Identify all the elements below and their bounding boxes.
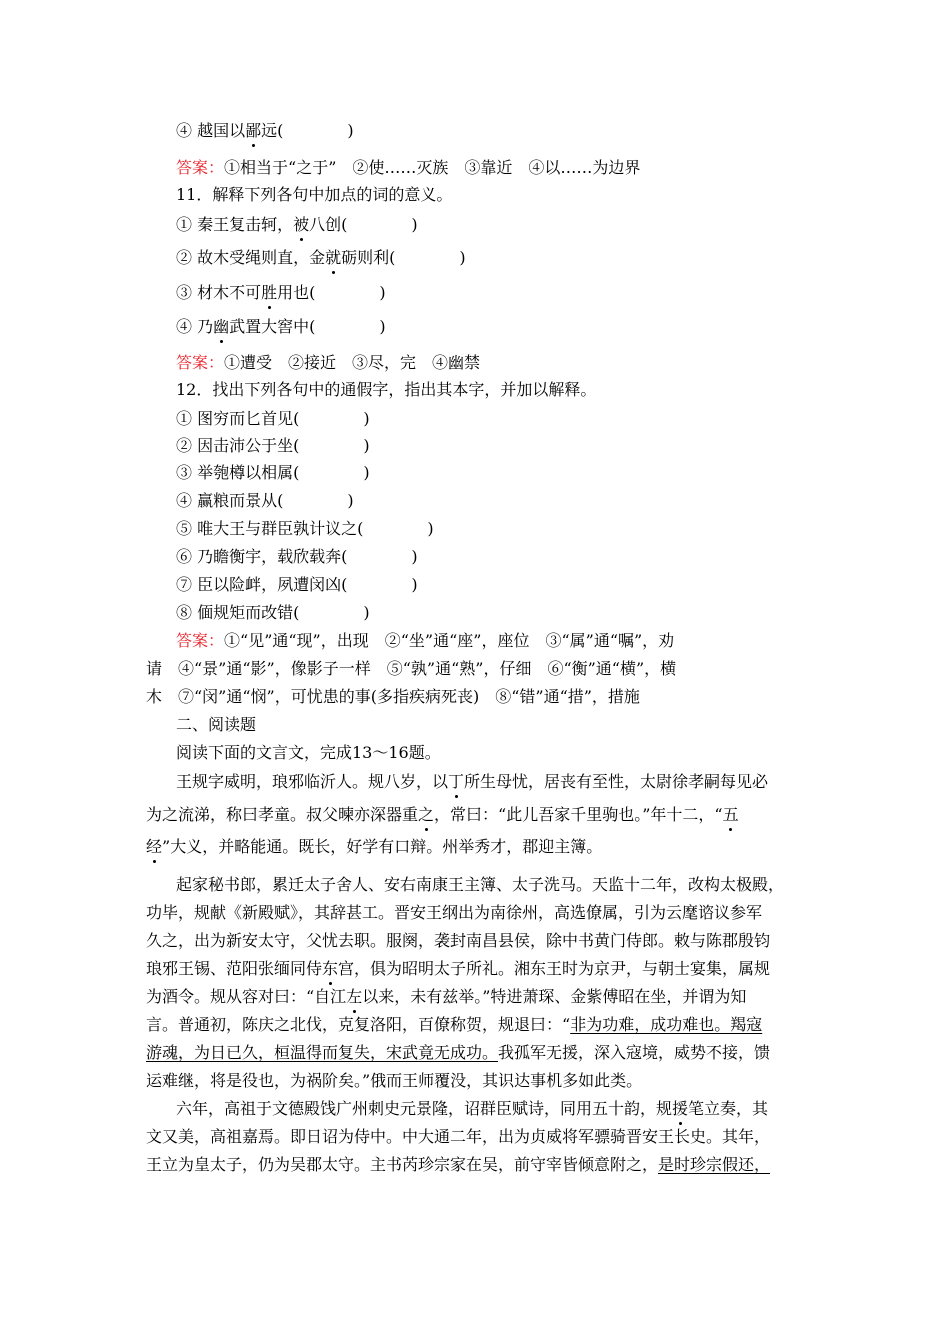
passage-line: 文又美，高祖嘉焉。即日诏为侍中。中大通二年，出为贞威将军骠骑晋安王长史。其年， — [146, 1127, 771, 1146]
dotted-char: 就 — [325, 248, 342, 267]
q12-answer-line-3: 木 ⑦“闵”通“悯”，可忧患的事(多指疾病死丧) ⑧“错”通“措”，措施 — [146, 687, 640, 706]
dotted-char: 五 — [722, 805, 739, 824]
answer-label: 答案： — [176, 158, 225, 177]
answer-label: 答案： — [176, 353, 225, 372]
dotted-char: 援 — [672, 1099, 689, 1118]
underlined-sentence: 是时珍宗假还， — [658, 1155, 771, 1174]
dotted-char: 经 — [146, 837, 163, 856]
q11-item-4: ④ 乃幽武置大窖中( ) — [176, 317, 386, 336]
passage-line: 为酒令。规从容对曰：“自江左以来，未有兹举。”特进萧琛、金紫傅昭在坐，并谓为知 — [146, 987, 747, 1006]
q10-answer: 答案：①相当于“之于” ②使……灭族 ③靠近 ④以……为边界 — [176, 158, 641, 177]
section-heading: 二、阅读题 — [176, 715, 257, 734]
q10-item-4: ④ 越国以鄙远( ) — [176, 121, 354, 140]
passage-line: 经”大义，并略能通。既长，好学有口辩。州举秀才，郡迎主簿。 — [146, 837, 603, 856]
q12-item-5: ⑤ 唯大王与群臣孰计议之( ) — [176, 519, 434, 538]
dotted-char: 被 — [293, 215, 310, 234]
q12-answer-line-1: 答案：①“见”通“现”，出现 ②“坐”通“座”，座位 ③“属”通“嘱”，劝 — [176, 631, 675, 650]
passage-line: 王立为皇太子，仍为吴郡太守。主书芮珍宗家在吴，前守宰皆倾意附之，是时珍宗假还， — [146, 1155, 771, 1174]
passage-line: 言。普通初，陈庆之北伐，克复洛阳，百僚称贺，规退曰：“非为功难，成功难也。羯寇 — [146, 1015, 763, 1034]
dotted-char: 胜 — [261, 283, 278, 302]
passage-line: 琅邪王锡、范阳张缅同侍东宫，俱为昭明太子所礼。湘东王时为京尹，与朝士宴集，属规 — [146, 959, 771, 978]
dotted-char: 幽 — [213, 317, 230, 336]
passage-line: 起家秘书郎，累迁太子舍人、安右南康王主簿、太子洗马。天监十二年，改构太极殿， — [176, 875, 785, 894]
q11-item-1: ① 秦王复击轲，被八创( ) — [176, 215, 418, 234]
passage-line: 功毕，规献《新殿赋》，其辞甚工。晋安王纲出为南徐州，高选僚属，引为云麾谘议参军 — [146, 903, 763, 922]
q12-title: 12．找出下列各句中的通假字，指出其本字，并加以解释。 — [176, 380, 597, 399]
q12-item-8: ⑧ 偭规矩而改错( ) — [176, 603, 370, 622]
passage-line: 六年，高祖于文德殿饯广州刺史元景隆，诏群臣赋诗，同用五十韵，规援笔立奏，其 — [176, 1099, 769, 1118]
q12-item-4: ④ 赢粮而景从( ) — [176, 491, 354, 510]
passage-line: 久之，出为新安太守，父忧去职。服阕，袭封南昌县侯，除中书黄门侍郎。敕与陈郡殷钧 — [146, 931, 771, 950]
underlined-sentence: 非为功难，成功难也。羯寇 — [570, 1015, 763, 1034]
reading-intro: 阅读下面的文言文，完成13～16题。 — [176, 743, 441, 762]
q11-item-2: ② 故木受绳则直，金就砺则利( ) — [176, 248, 466, 267]
q12-answer-line-2: 请 ④“景”通“影”，像影子一样 ⑤“孰”通“熟”，仔细 ⑥“衡”通“横”，横 — [146, 659, 677, 678]
q12-item-6: ⑥ 乃瞻衡宇，载欣载奔( ) — [176, 547, 418, 566]
q11-answer: 答案：①遭受 ②接近 ③尽，完 ④幽禁 — [176, 353, 481, 372]
dotted-char: 鄙 — [245, 121, 262, 140]
q12-item-3: ③ 举匏樽以相属( ) — [176, 463, 370, 482]
dotted-char: 丁 — [448, 772, 465, 791]
q12-item-1: ① 图穷而匕首见( ) — [176, 409, 370, 428]
dotted-char: 东 — [322, 959, 339, 978]
answer-label: 答案： — [176, 631, 225, 650]
passage-line: 运难继，将是役也，为祸阶矣。”俄而王师覆没，其识达事机多如此类。 — [146, 1071, 643, 1090]
underlined-sentence: 游魂，为日已久，桓温得而复失，宋武竟无成功。 — [146, 1043, 499, 1062]
passage-line: 王规字威明，琅邪临沂人。规八岁，以丁所生母忧，居丧有至性，太尉徐孝嗣每见必 — [176, 772, 769, 791]
q12-item-2: ② 因击沛公于坐( ) — [176, 436, 370, 455]
passage-line: 为之流涕，称曰孝童。叔父暕亦深器重之，常曰：“此儿吾家千里驹也。”年十二，“五 — [146, 805, 739, 824]
q11-item-3: ③ 材木不可胜用也( ) — [176, 283, 386, 302]
dotted-char: 左 — [346, 987, 363, 1006]
passage-line: 游魂，为日已久，桓温得而复失，宋武竟无成功。我孤军无援，深入寇境，威势不接，馈 — [146, 1043, 771, 1062]
q12-item-7: ⑦ 臣以险衅，夙遭闵凶( ) — [176, 575, 418, 594]
dotted-char: 之 — [418, 805, 435, 824]
q11-title: 11．解释下列各句中加点的词的意义。 — [176, 185, 453, 204]
